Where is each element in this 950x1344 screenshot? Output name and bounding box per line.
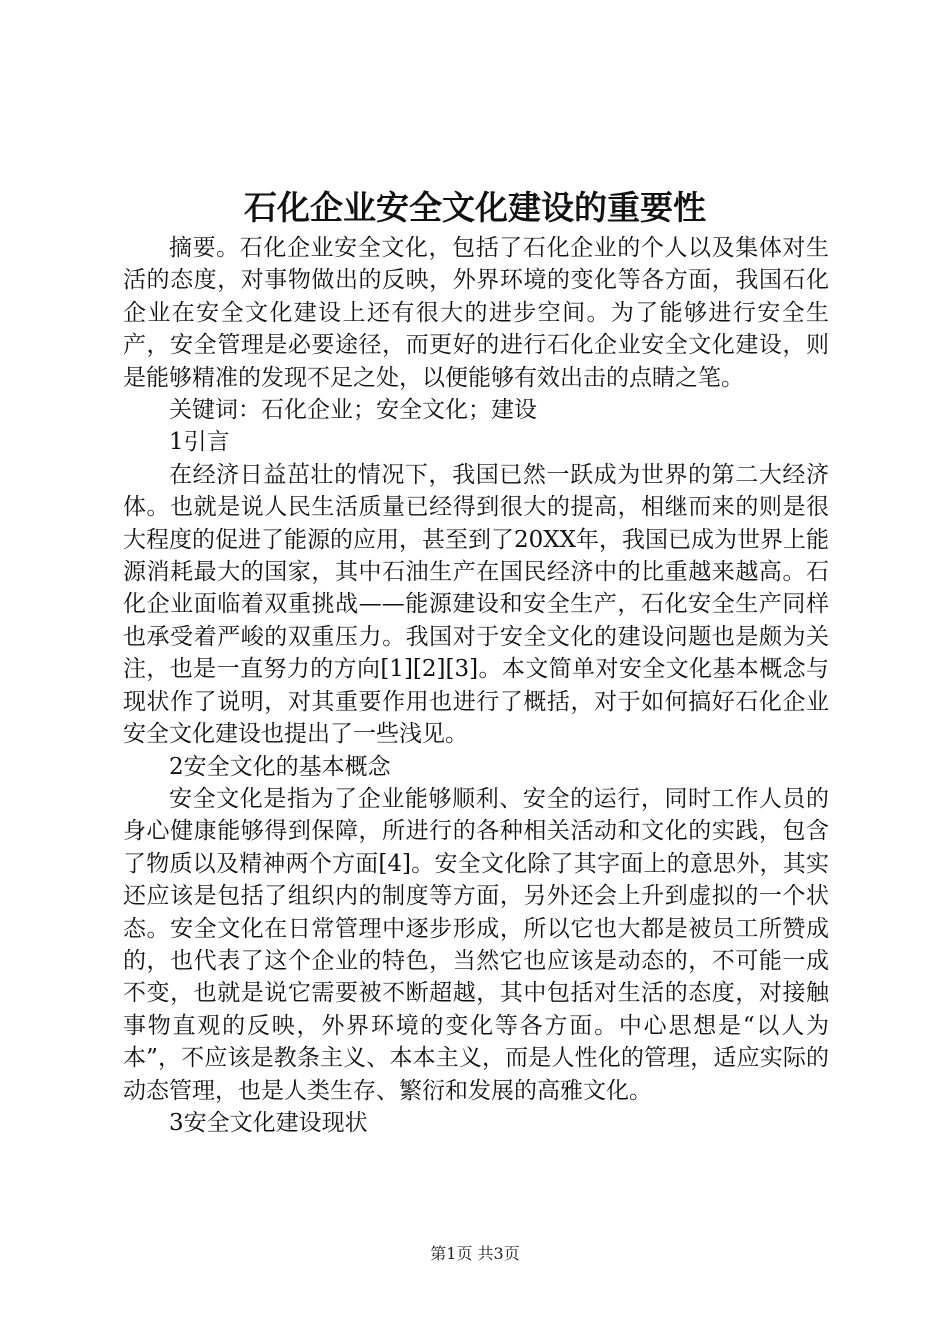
section-3-heading: 3安全文化建设现状 [169,1109,368,1136]
document-body [123,232,829,1139]
section-1-paragraph: 在经济日益茁壮的情况下，我国已然一跃成为世界的第二大经济体。也就是说人民生活质量已经得到很大的提高，相继而来的则是很大程度的促进了能源的应用，甚至到了20XX年，我国已成为世界上能源消耗最大的国家，其中石油生产在国民经济中的比重越来越高。石化企业面临着双重挑战——能源建设和安全生产，石化安全生产同样也承受着严峻的双重压力。我国对于安全文化的建设问题也是颇为关注，也是一直努力的方向[1][2][3]。本文简单对安全文化基本概念与现状作了说明，对其重要作用也进行了概括，对于如何搞好石化企业安全文化建设也提出了一些浅见。 [123,461,830,748]
abstract-paragraph: 摘要。石化企业安全文化，包括了石化企业的个人以及集体对生活的态度，对事物做出的反映，外界环境的变化等各方面，我国石化企业在安全文化建设上还有很大的进步空间。为了能够进行安全生产，安全管理是必要途径，而更好的进行石化企业安全文化建设，则是能够精准的发现不足之处，以便能够有效出击的点睛之笔。 [123,235,829,391]
document-title: 石化企业安全文化建设的重要性 [244,188,706,227]
section-2-paragraph: 安全文化是指为了企业能够顺利、安全的运行，同时工作人员的身心健康能够得到保障，所进行的各种相关活动和文化的实践，包含了物质以及精神两个方面[4]。安全文化除了其字面上的意思外，其实还应该是包括了组织内的制度等方面，另外还会上升到虚拟的一个状态。安全文化在日常管理中逐步形成，所以它也大都是被员工所赞成的，也代表了这个企业的特色，当然它也应该是动态的，不可能一成不变，也就是说它需要被不断超越，其中包括对生活的态度，对接触事物直观的反映，外界环境的变化等各方面。中心思想是“以人为本”，不应该是教条主义、本本主义，而是人性化的管理，适应实际的动态管理，也是人类生存、繁衍和发展的高雅文化。 [123,785,829,1104]
section-1-heading: 1引言 [169,429,230,456]
section-2-heading: 2安全文化的基本概念 [169,753,391,780]
keywords-line: 关键词：石化企业；安全文化；建设 [169,397,537,424]
page-footer: 第1页 共3页 [430,1244,520,1263]
